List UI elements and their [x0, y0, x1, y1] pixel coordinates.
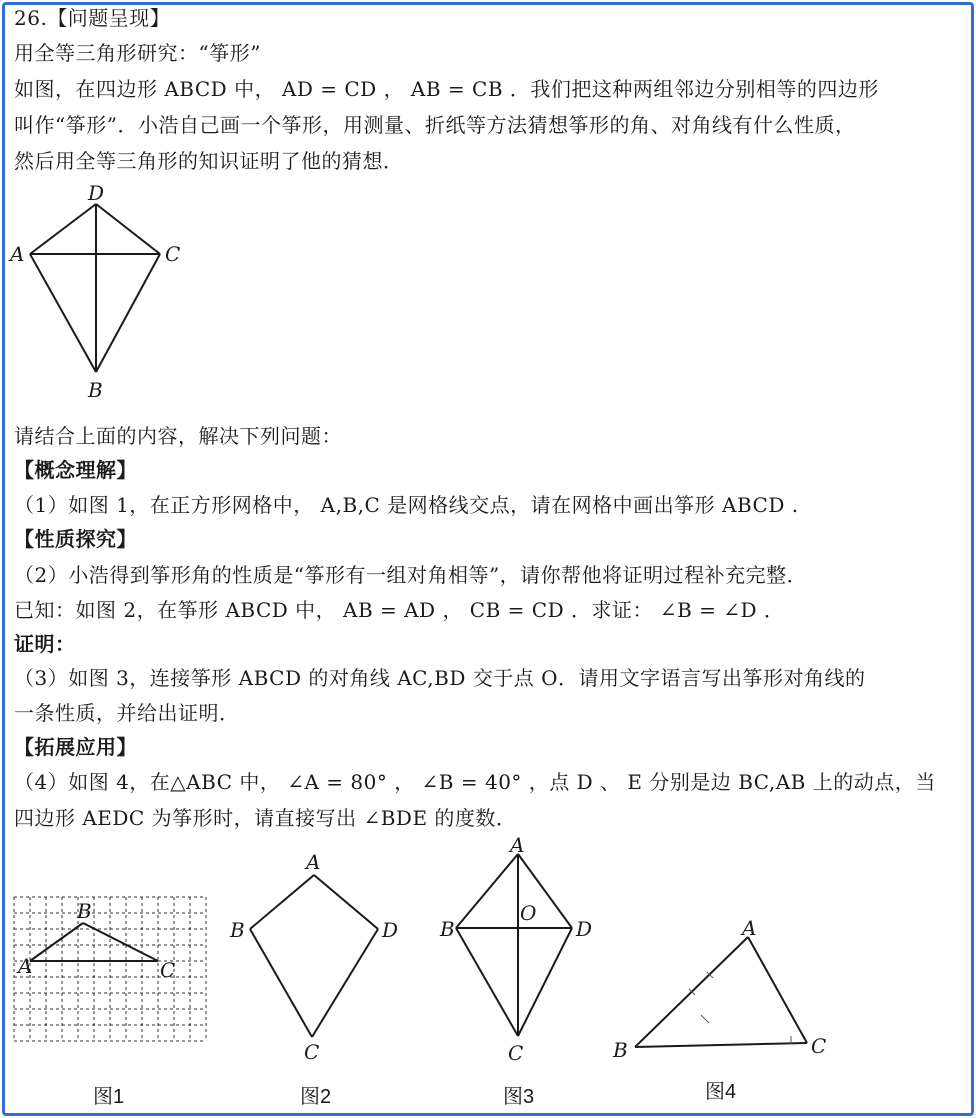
label-a: A: [742, 916, 757, 940]
figure-2-caption: 图2: [300, 1086, 332, 1108]
intro-line-3: 然后用全等三角形的知识证明了他的猜想．: [14, 149, 404, 173]
label-b: B: [440, 917, 455, 941]
figure-2-kite: [222, 845, 412, 1065]
segment-ac: [748, 937, 807, 1043]
given-statement: 已知：如图 2，在筝形 ABCD 中， AB = AD ， CB = CD ．求证： ∠B = ∠D ．: [14, 598, 785, 622]
question-4-line-2: 四边形 AEDC 为筝形时，请直接写出 ∠BDE 的度数．: [14, 806, 517, 830]
segment-ad: [314, 875, 378, 929]
section-extension: 【拓展应用】: [14, 735, 137, 759]
intro-title: 用全等三角形研究：“筝形”: [14, 41, 261, 65]
label-c: C: [160, 958, 176, 982]
label-b: B: [88, 378, 103, 402]
label-a: A: [18, 954, 33, 978]
construction-marks: [689, 972, 791, 1044]
figure-1-caption: 图1: [93, 1086, 125, 1108]
label-b: B: [230, 918, 245, 942]
segment-da: [30, 204, 96, 254]
section-property: 【性质探究】: [14, 527, 137, 551]
label-c: C: [508, 1041, 524, 1065]
label-c: C: [165, 242, 181, 266]
segment-ab: [30, 254, 96, 372]
figure-4-triangle: [605, 915, 840, 1065]
figure-3-kite-diagonals: [432, 832, 612, 1067]
question-1: （1）如图 1，在正方形网格中， A,B,C 是网格线交点，请在网格中画出筝形 ABCD .: [14, 493, 799, 517]
segment-bc: [250, 929, 312, 1037]
label-c: C: [304, 1040, 320, 1064]
question-4-line-1: （4）如图 4，在△ABC 中， ∠A = 80° ， ∠B = 40° ，点 D 、 E 分别是边 BC,AB 上的动点，当: [14, 770, 936, 794]
label-a: A: [10, 242, 25, 266]
segment-ab: [456, 854, 518, 928]
question-3-line-2: 一条性质，并给出证明．: [14, 701, 240, 725]
figure-3-caption: 图3: [503, 1086, 535, 1108]
segment-dc: [518, 928, 572, 1036]
kite-figure-top: [8, 182, 208, 407]
segment-dc: [96, 204, 160, 254]
instruction-line: 请结合上面的内容，解决下列问题：: [14, 424, 342, 448]
label-o: O: [520, 901, 537, 925]
question-3-line-1: （3）如图 3，连接筝形 ABCD 的对角线 AC,BD 交于点 O．请用文字语言写出筝形对角线的: [14, 666, 866, 690]
label-b: B: [613, 1038, 628, 1062]
label-d: D: [88, 182, 105, 205]
question-2: （2）小浩得到筝形角的性质是“筝形有一组对角相等”，请你帮他将证明过程补充完整．: [14, 563, 808, 587]
label-b: B: [77, 899, 92, 923]
intro-line-1: 如图，在四边形 ABCD 中， AD = CD ， AB = CB ．我们把这种两组邻边分别相等的四边形: [14, 77, 879, 101]
intro-line-2: 叫作“筝形”．小浩自己画一个筝形，用测量、折纸等方法猜想筝形的角、对角线有什么性质，: [14, 113, 856, 137]
segment-cb: [96, 254, 160, 372]
segment-bc: [456, 928, 518, 1036]
label-c: C: [811, 1034, 827, 1058]
section-concept: 【概念理解】: [14, 458, 137, 482]
label-a: A: [306, 850, 321, 874]
label-d: D: [576, 917, 593, 941]
label-d: D: [382, 918, 399, 942]
segment-ab: [250, 875, 314, 929]
label-a: A: [510, 833, 525, 857]
proof-label: 证明：: [14, 632, 76, 656]
segment-dc: [312, 929, 378, 1037]
figure-4-caption: 图4: [705, 1081, 737, 1103]
figure-1-grid: [10, 885, 215, 1060]
segment-bc: [635, 1043, 807, 1047]
grid-lines: [14, 897, 206, 1041]
question-number-heading: 26.【问题呈现】: [14, 6, 171, 30]
